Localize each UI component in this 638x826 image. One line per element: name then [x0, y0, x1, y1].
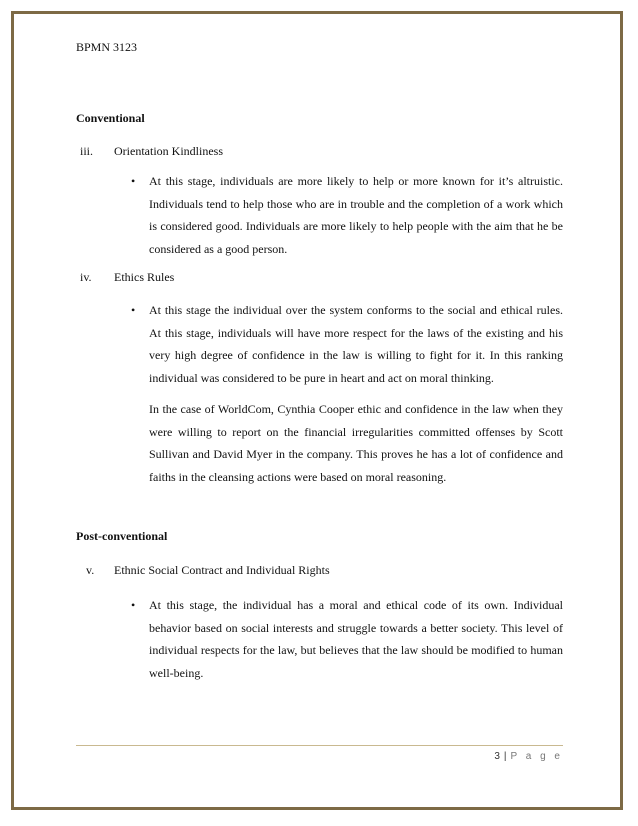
list-numeral-iii: iii.	[80, 144, 94, 158]
page-label: P a g e	[510, 751, 563, 762]
list-numeral-v: v.	[86, 563, 95, 577]
heading-conventional: Conventional	[76, 111, 145, 125]
bullet-icon: •	[131, 598, 136, 612]
item-title-orientation-kindliness: Orientation Kindliness	[114, 144, 223, 158]
bullet-text-v: At this stage, the individual has a moral and ethical code of its own. Individual behavior based on social interests and struggle towards a better society. This level of individual respects for the law, but believes that the law should be modified to human well-being.	[149, 598, 563, 680]
bullet-text-iv: At this stage the individual over the system conforms to the social and ethical rules. At this stage, individuals will have more respect for the laws of the existing and his very high degree of confidence in the law is willing to fight for it. In this ranking individual was considered to be pure in heart and act on moral thinking.	[149, 303, 563, 385]
list-numeral-iv: iv.	[80, 270, 92, 284]
footer-rule	[76, 745, 563, 746]
item-title-social-contract: Ethnic Social Contract and Individual Rights	[114, 563, 330, 577]
paragraph-worldcom: In the case of WorldCom, Cynthia Cooper ethic and confidence in the law when they were willing to report on the financial irregularities committed offenses by Scott Sullivan and David Myer in the company. This proves he has a lot of confidence and faiths in the cleansing actions were based on moral reasoning.	[149, 402, 563, 484]
page-header-course-code: BPMN 3123	[76, 40, 138, 54]
page-number: 3	[494, 751, 500, 762]
bullet-icon: •	[131, 174, 136, 188]
heading-post-conventional: Post-conventional	[76, 529, 168, 543]
bullet-text-iii: At this stage, individuals are more likely to help or more known for it’s altruistic. Individuals tend to help those who are in trouble and the completion of a work which is considered good. Individuals are more likely to help people with the aim that he be considered as a good person.	[149, 174, 563, 256]
footer-separator: |	[503, 751, 507, 762]
page-footer	[494, 751, 563, 762]
item-title-ethics-rules: Ethics Rules	[114, 270, 175, 284]
bullet-icon: •	[131, 303, 136, 317]
